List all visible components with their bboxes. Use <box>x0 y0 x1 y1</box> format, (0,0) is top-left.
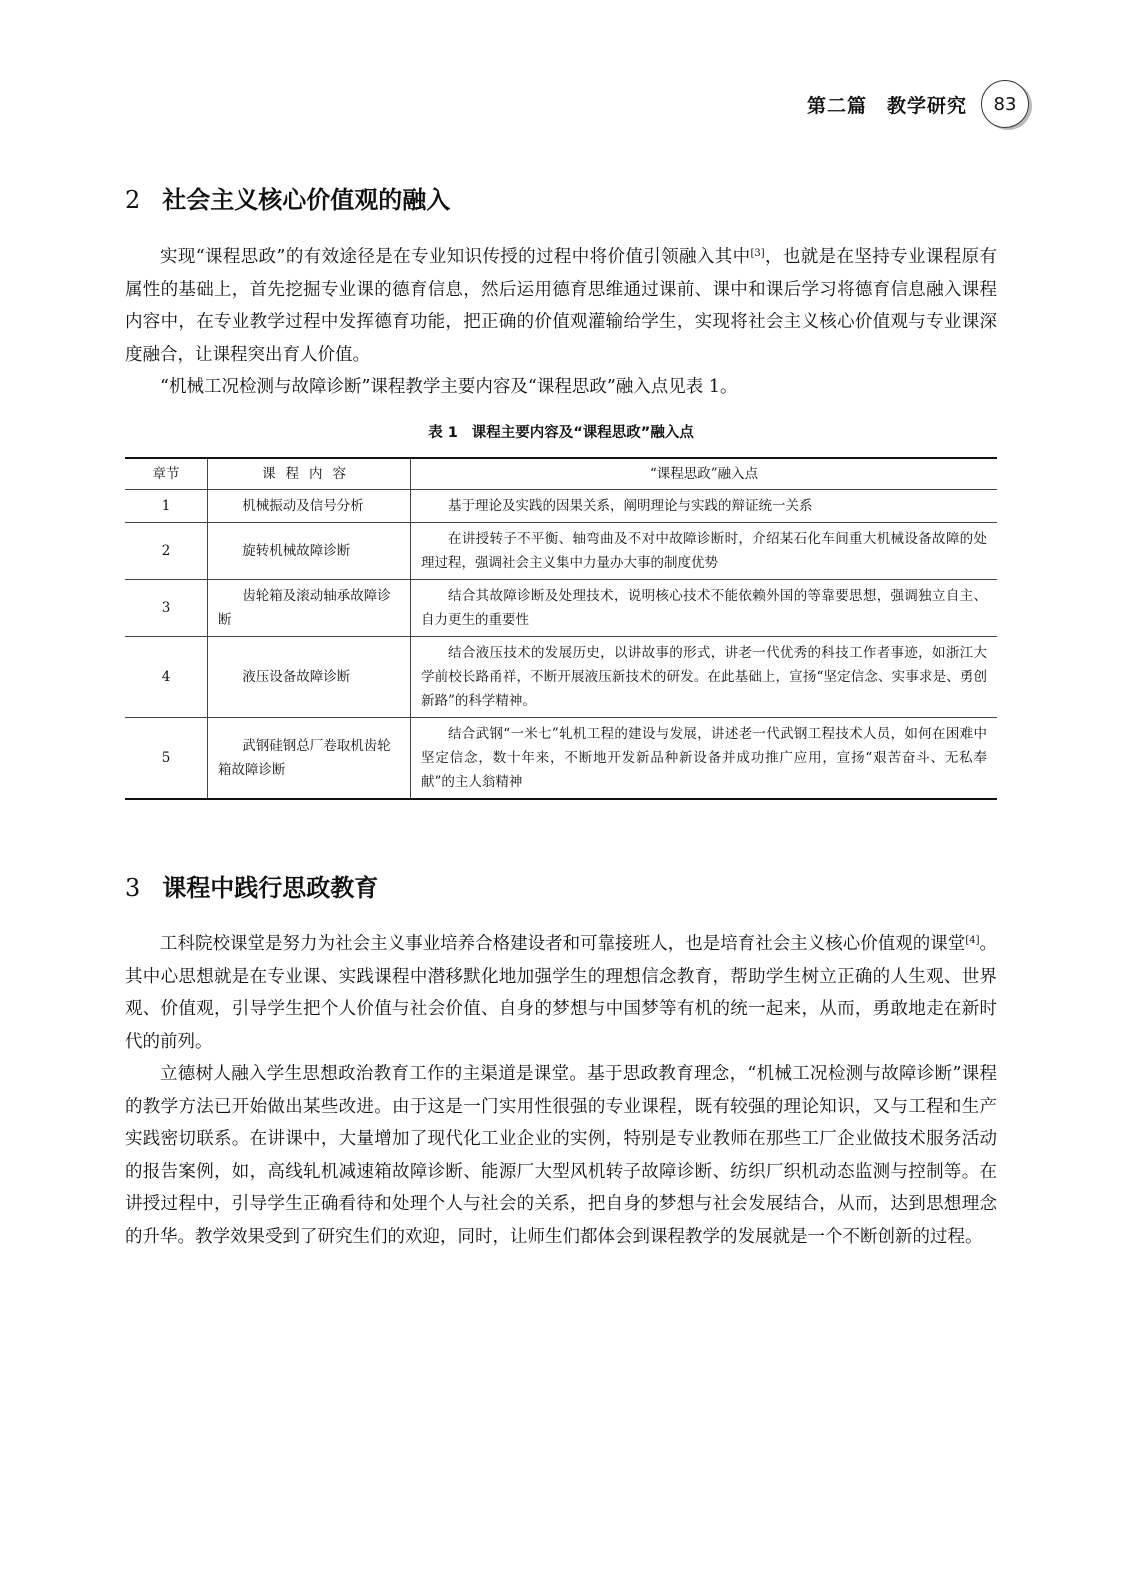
row-chapter: 2 <box>125 523 208 580</box>
section-3-heading <box>125 868 997 903</box>
section-2-number: 2 <box>125 186 141 214</box>
section-3-title: 课程中践行思政教育 <box>162 874 379 902</box>
table-1 <box>125 457 997 800</box>
table-1-label: 表 1 <box>428 425 458 441</box>
row-chapter: 1 <box>125 490 208 523</box>
header-content: 课程内容 <box>208 458 411 490</box>
table-row <box>125 637 997 718</box>
header-chapter: 章节 <box>125 458 208 490</box>
row-chapter: 5 <box>125 718 208 800</box>
row-content: 旋转机械故障诊断 <box>208 523 411 580</box>
row-content: 武钢硅钢总厂卷取机齿轮箱故障诊断 <box>208 718 411 800</box>
section-3-number: 3 <box>125 874 141 902</box>
row-chapter: 3 <box>125 580 208 637</box>
table-1-caption-wrap <box>125 421 997 442</box>
section-3-body <box>125 928 997 1253</box>
row-ideological-point: 在讲授转子不平衡、轴弯曲及不对中故障诊断时，介绍某石化车间重大机械设备故障的处理过程，强调社会主义集中力量办大事的制度优势 <box>411 523 998 580</box>
citation-4: [4] <box>965 935 980 946</box>
row-ideological-point: 基于理论及实践的因果关系，阐明理论与实践的辩证统一关系 <box>411 490 998 523</box>
header-section-title: 第二篇 教学研究 <box>806 94 967 117</box>
table-1-title: 课程主要内容及“课程思政”融入点 <box>471 425 694 441</box>
section-2-paragraph-1 <box>125 241 997 371</box>
row-ideological-point: 结合液压技术的发展历史，以讲故事的形式，讲老一代优秀的科技工作者事迹，如浙江大学前校长路甬祥，不断开展液压新技术的研发。在此基础上，宣扬“坚定信念、实事求是、勇创新路”的科学精神。 <box>411 637 998 718</box>
section-2-heading <box>125 180 997 215</box>
section-3-paragraph-1 <box>125 928 997 1058</box>
table-row <box>125 580 997 637</box>
section-2-paragraph-1-b: ，也就是在坚持专业课程原有属性的基础上，首先挖掘专业课的德育信息，然后运用德育思维通过课前、课中和课后学习将德育信息融入课程内容中，在专业教学过程中发挥德育功能，把正确的价值观灌输给学生，实现将社会主义核心价值观与专业课深度融合，让课程突出育人价值。 <box>125 247 998 365</box>
section-2-body <box>125 241 997 404</box>
section-2-paragraph-1-a: 实现“课程思政”的有效途径是在专业知识传授的过程中将价值引领融入其中 <box>160 247 751 267</box>
header-ideological-point: “课程思政”融入点 <box>411 458 998 490</box>
row-content: 机械振动及信号分析 <box>208 490 411 523</box>
section-3-paragraph-2: 立德树人融入学生思想政治教育工作的主渠道是课堂。基于思政教育理念，“机械工况检测与故障诊断”课程的教学方法已开始做出某些改进。由于这是一门实用性很强的专业课程，既有较强的理论知识，又与工程和生产实践密切联系。在讲课中，大量增加了现代化工业企业的实例，特别是专业教师在那些工厂企业做技术服务活动的报告案例，如，高线轧机减速箱故障诊断、能源厂大型风机转子故障诊断、纺织厂织机动态监测与控制等。在讲授过程中，引导学生正确看待和处理个人与社会的关系，把自身的梦想与社会发展结合，从而，达到思想理念的升华。教学效果受到了研究生们的欢迎，同时，让师生们都体会到课程教学的发展就是一个不断创新的过程。 <box>125 1064 997 1247</box>
table-1-wrap <box>125 457 997 800</box>
table-1-caption <box>125 421 997 442</box>
row-content: 齿轮箱及滚动轴承故障诊断 <box>208 580 411 637</box>
page-number: 83 <box>981 80 1029 128</box>
section-2 <box>125 180 997 215</box>
section-2-paragraph-2: “机械工况检测与故障诊断”课程教学主要内容及“课程思政”融入点见表 1。 <box>160 377 738 397</box>
section-3-paragraph-1-a: 工科院校课堂是努力为社会主义事业培养合格建设者和可靠接班人，也是培育社会主义核心价值观的课堂 <box>160 934 966 954</box>
table-header-row <box>125 458 997 490</box>
section-3 <box>125 868 997 903</box>
row-ideological-point: 结合其故障诊断及处理技术，说明核心技术不能依赖外国的等靠要思想，强调独立自主、自力更生的重要性 <box>411 580 998 637</box>
section-3-paragraph-1-b: 。其中心思想就是在专业课、实践课程中潜移默化地加强学生的理想信念教育，帮助学生树立正确的人生观、世界观、价值观，引导学生把个人价值与社会价值、自身的梦想与中国梦等有机的统一起来，从而，勇敢地走在新时代的前列。 <box>125 934 998 1052</box>
row-content: 液压设备故障诊断 <box>208 637 411 718</box>
citation-3: [3] <box>750 248 765 259</box>
table-row <box>125 523 997 580</box>
running-header <box>807 80 1029 128</box>
section-2-title: 社会主义核心价值观的融入 <box>162 186 451 214</box>
row-chapter: 4 <box>125 637 208 718</box>
table-row <box>125 718 997 800</box>
row-ideological-point: 结合武钢“一米七”轧机工程的建设与发展，讲述老一代武钢工程技术人员，如何在困难中坚定信念，数十年来，不断地开发新品种新设备并成功推广应用，宣扬“艰苦奋斗、无私奉献”的主人翁精神 <box>411 718 998 800</box>
table-row <box>125 490 997 523</box>
